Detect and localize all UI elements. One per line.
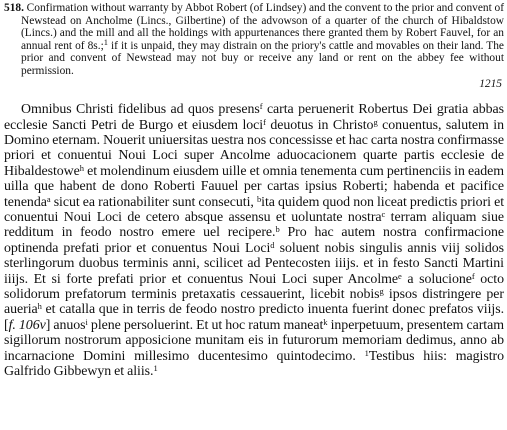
charter-segment: plene persoluerint. Et ut hoc ratum maneat (87, 317, 324, 333)
charter-segment: a solucione (401, 271, 472, 287)
summary-text-continued: if it is unpaid, they may distrain on the priory's cattle and movables on their land. The prior and convent of Newstead may not buy or receive any land or rent on the abbey fee without permission. (21, 39, 504, 77)
entry-number: 518. (4, 2, 24, 14)
footnote-marker: 1 (103, 36, 108, 47)
charter-text (4, 102, 504, 379)
entry-summary (4, 2, 504, 78)
variant-marker: d (270, 239, 275, 250)
variant-marker: f (259, 101, 263, 112)
charter-segment: conuentus, salutem in Domino eternam. Nouerit uniuersitas uestra nos concessisse et hac carta nostra confirmasse priori et conuentui Noui Loci super Ancolme aduocacionem quarte partis ecclesie de Hibaldestowe (4, 117, 504, 179)
variant-marker: h (79, 162, 84, 173)
summary-text: Confirmation without warranty by Abbot Robert (of Lindsey) and the convent to the prior and convent of Newstead on Ancholme (Lincs., Gilbertine) of the advowson of a quarter of the church of Hibaldstow (Lincs.) and the mill and all the holdings with appurtenances there granted them by Robert Fauvel, for an annual rent of 8s.; (21, 2, 504, 52)
charter-segment: Testibus hiis: magistro Galfrido Gibbewyn et aliis. (4, 348, 504, 380)
charter-segment: Pro hac autem nostra confirmacione optinenda prefati prior et conuentus Noui Loci (4, 225, 504, 256)
variant-marker: f (471, 270, 475, 281)
charter-segment: et molendinum eiusdem uille et omnia tenementa cum pertinenciis in eadem uilla que habent de dono Roberti Fauuel per cartas ipsius Roberti; habenda et pacifice tenenda (4, 163, 504, 210)
variant-marker: 1 (364, 347, 369, 358)
variant-marker: b (256, 193, 262, 204)
charter-segment: octo solidorum prefatorum terminis pretaxatis cessauerint, licebit nobis (4, 271, 504, 303)
variant-marker: k (323, 316, 328, 327)
charter-segment: Omnibus Christi fidelibus ad quos presens (21, 102, 260, 118)
folio-reference: f. 106v (8, 317, 46, 333)
charter-segment: sicut ea rationabiliter sunt consecuti, (50, 194, 257, 210)
variant-marker: b (275, 224, 280, 235)
variant-marker: c (381, 209, 386, 219)
charter-segment: terram aliquam siue redditum in feodo nostro emere uel recipere. (4, 210, 504, 241)
variant-marker: e (398, 270, 402, 281)
charter-segment: ita quidem quod non liceat predictis priori et conuentui Noui Loci de cetero absque assensu et uoluntate nostra (4, 194, 505, 225)
variant-marker: i (85, 316, 88, 327)
charter-segment: ipsos distringere per aueria (4, 287, 504, 318)
document-page (4, 2, 504, 393)
variant-marker: a (46, 193, 51, 204)
charter-segment: deuotus in Christo (265, 117, 374, 133)
charter-segment: et catalla que in terris de feodo nostro predicto inuenta fuerint donec prefatos viijs. [ (4, 302, 504, 333)
charter-segment: ] anuos (45, 317, 86, 333)
variant-marker: 1 (153, 363, 158, 374)
variant-marker: f (263, 116, 266, 127)
charter-segment: carta peruenerit Robertus Dei gratia abbas ecclesie Sancti Petri de Burgo et eiusdem loci (4, 102, 504, 133)
entry-date: 1215 (479, 77, 502, 90)
charter-segment: inperpetuum, presentem cartam sigillorum nostrorum apposicione munitam eis in futurorum memoriam dedimus, anno ab incarnacione Domini millesimo ducentesimo quintodecimo. (4, 317, 504, 364)
variant-marker: g (373, 116, 378, 127)
variant-marker: g (379, 286, 384, 297)
variant-marker: h (37, 301, 42, 312)
charter-segment: soluent nobis singulis annis viij solidos sterlingorum duobus terminis anni, scilicet ad Pentecosten iiijs. et in festo Sancti Martini iiijs. Et si forte prefati prior et conuentus Noui Loci super Ancolme (4, 240, 505, 287)
